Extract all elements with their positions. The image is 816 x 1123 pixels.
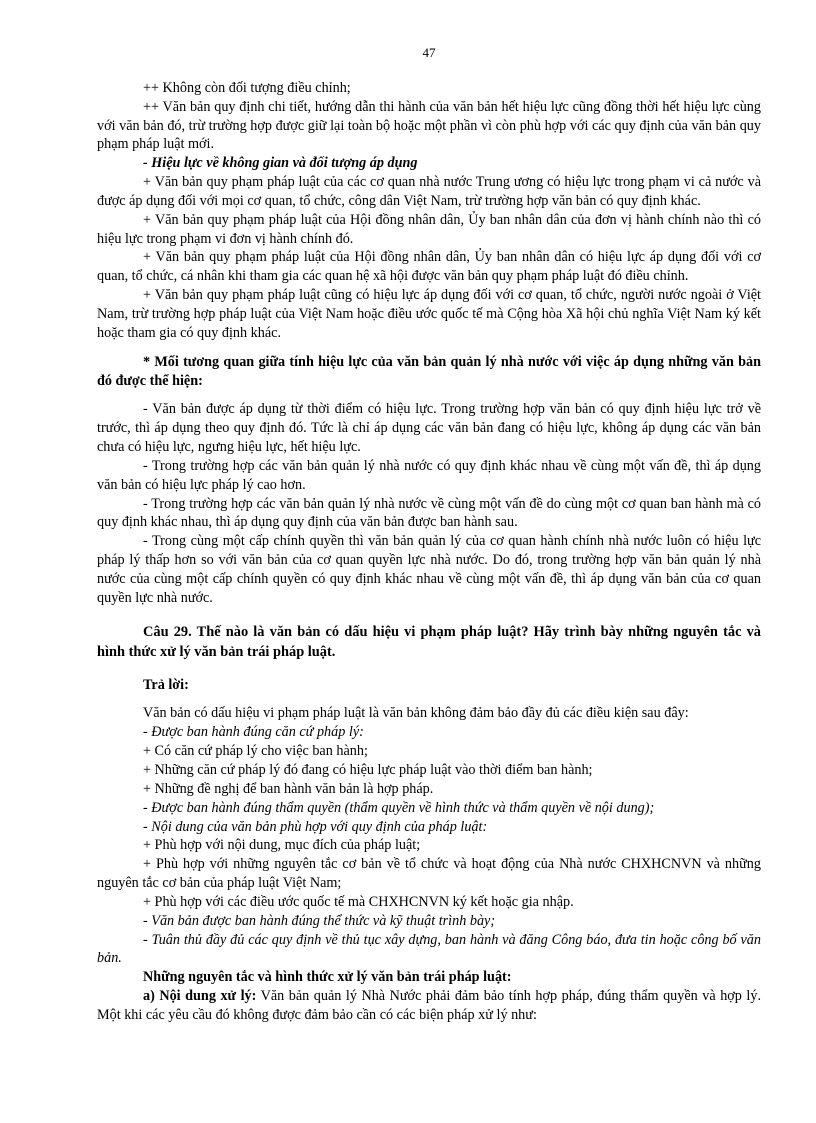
question-heading: Câu 29. Thế nào là văn bản có dấu hiệu vi phạm pháp luật? Hãy trình bày những nguyên tắc và hình thức xử lý văn bản trái pháp luật. (97, 623, 761, 660)
paragraph: + Văn bản quy phạm pháp luật của Hội đồng nhân dân, Ủy ban nhân dân có hiệu lực áp dụng đối với cơ quan, tổ chức, cá nhân khi tham gia các quan hệ xã hội được văn bản quy phạm pháp luật đó điều chỉnh. (97, 249, 761, 285)
paragraph: - Nội dung của văn bản phù hợp với quy định của pháp luật: (143, 818, 488, 835)
paragraph: ++ Văn bản quy định chi tiết, hướng dẫn thi hành của văn bản hết hiệu lực cũng đồng thời hết hiệu lực cùng với văn bản đó, trừ trường hợp được giữ lại toàn bộ hoặc một phần vì còn phù hợp với các quy định của văn bản quy phạm pháp luật mới. (97, 98, 761, 153)
paragraph: + Phù hợp với những nguyên tắc cơ bản về tổ chức và hoạt động của Nhà nước CHXHCNVN và những nguyên tắc cơ bản của pháp luật Việt Nam; (97, 856, 761, 892)
paragraph: + Phù hợp với các điều ước quốc tế mà CHXHCNVN ký kết hoặc gia nhập. (143, 893, 574, 910)
paragraph: + Văn bản quy phạm pháp luật của Hội đồng nhân dân, Ủy ban nhân dân của đơn vị hành chính nào thì có hiệu lực trong phạm vi đơn vị hành chính đó. (97, 211, 761, 247)
section-heading: Những nguyên tắc và hình thức xử lý văn bản trái pháp luật: (143, 969, 512, 986)
paragraph: Văn bản có dấu hiệu vi phạm pháp luật là văn bản không đảm bảo đầy đủ các điều kiện sau đây: (143, 705, 689, 722)
paragraph: - Tuân thủ đầy đủ các quy định về thủ tục xây dựng, ban hành và đăng Công báo, đưa tin hoặc công bố văn bản. (97, 931, 761, 967)
paragraph: + Những đề nghị để ban hành văn bản là hợp pháp. (143, 780, 434, 797)
paragraph: - Văn bản được áp dụng từ thời điểm có hiệu lực. Trong trường hợp văn bản có quy định hiệu lực trở về trước, thì áp dụng theo quy định đó. Tức là chỉ áp dụng các văn bản đang có hiệu lực, không áp dụng các văn bản chưa có hiệu lực, ngưng hiệu lực, hết hiệu lực. (97, 401, 761, 456)
paragraph: - Được ban hành đúng thẩm quyền (thẩm quyền về hình thức và thẩm quyền về nội dung); (143, 799, 655, 816)
paragraph: + Phù hợp với nội dung, mục đích của pháp luật; (143, 837, 421, 854)
paragraph: ++ Không còn đối tượng điều chỉnh; (143, 79, 351, 96)
spacer (97, 343, 761, 353)
lead-text: Văn bản quản lý Nhà Nước phải đảm bảo tính hợp pháp, đúng thẩm quyền và hợp lý. Một khi các yêu cầu đó không được đảm bảo cần có các biện pháp xử lý như: (97, 988, 761, 1023)
spacer (97, 694, 761, 704)
section-heading: - Hiệu lực về không gian và đối tượng áp dụng (143, 155, 418, 172)
spacer (97, 390, 761, 400)
paragraph: - Được ban hành đúng căn cứ pháp lý: (143, 724, 364, 741)
paragraph: + Có căn cứ pháp lý cho việc ban hành; (143, 743, 368, 760)
paragraph: - Văn bản được ban hành đúng thể thức và kỹ thuật trình bày; (143, 912, 496, 929)
paragraph: + Văn bản quy phạm pháp luật cũng có hiệu lực áp dụng đối với cơ quan, tổ chức, người nước ngoài ở Việt Nam, trừ trường hợp pháp luật của Việt Nam hoặc điều ước quốc tế mà Cộng hòa Xã hội chủ nghĩa Việt Nam ký kết hoặc tham gia có quy định khác. (97, 287, 761, 341)
paragraph: + Những căn cứ pháp lý đó đang có hiệu lực pháp luật vào thời điểm ban hành; (143, 762, 593, 778)
section-heading: Trả lời: (143, 676, 189, 693)
paragraph: - Trong cùng một cấp chính quyền thì văn bản quản lý của cơ quan hành chính nhà nước luôn có hiệu lực pháp lý thấp hơn so với văn bản của cơ quan quyền lực nhà nước. Do đó, trong trường hợp văn bản quản lý nhà nước của cùng một cấp chính quyền có quy định khác nhau về cùng một vấn đề, thì áp dụng văn bản của cơ quan quyền lực nhà nước. (97, 533, 761, 606)
spacer (97, 608, 761, 622)
page-number: 47 (422, 45, 436, 60)
document-page (97, 44, 761, 1025)
spacer (97, 662, 761, 676)
paragraph: + Văn bản quy phạm pháp luật của các cơ quan nhà nước Trung ương có hiệu lực trong phạm vi cả nước và được áp dụng đối với mọi cơ quan, tổ chức, công dân Việt Nam, trừ trường hợp văn bản có quy định khác. (97, 174, 761, 209)
section-heading: * Mối tương quan giữa tính hiệu lực của văn bản quản lý nhà nước với việc áp dụng những văn bản đó được thể hiện: (97, 353, 761, 389)
lead-label: a) Nội dung xử lý: (143, 988, 257, 1005)
paragraph: - Trong trường hợp các văn bản quản lý nhà nước có quy định khác nhau về cùng một vấn đề, thì áp dụng văn bản có hiệu lực pháp lý cao hơn. (97, 457, 761, 493)
document-body (97, 79, 761, 1025)
paragraph: - Trong trường hợp các văn bản quản lý nhà nước về cùng một vấn đề do cùng một cơ quan ban hành mà có quy định khác nhau, thì áp dụng quy định của văn bản được ban hành sau. (97, 495, 761, 531)
paragraph-content-of-handling (97, 987, 761, 1025)
